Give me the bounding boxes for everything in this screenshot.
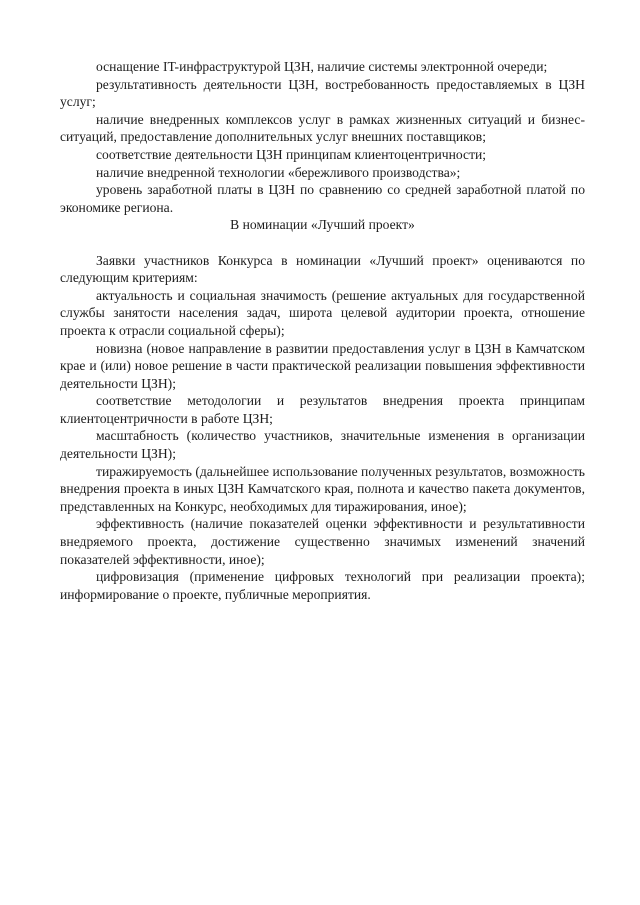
criterion-effectiveness: эффективность (наличие показателей оценки эффективности и результативности внедряемого проекта, достижение существенно значимых изменений значений показателей эффективности, иное); xyxy=(60,516,585,567)
criterion-novelty: новизна (новое направление в развитии предоставления услуг в ЦЗН в Камчатском крае и (или) новое решение в части практической реализации повышения эффективности деятельности ЦЗН); xyxy=(60,340,585,391)
paragraph-salary-level: уровень заработной платы в ЦЗН по сравнению со средней заработной платой по экономике региона. xyxy=(60,182,585,215)
criterion-digitalization: цифровизация (применение цифровых технологий при реализации проекта); информирование о проекте, публичные мероприятия. xyxy=(60,569,585,602)
paragraph-lean-production: наличие внедренной технологии «бережливого производства»; xyxy=(96,164,461,180)
criterion-replicability: тиражируемость (дальнейшее использование полученных результатов, возможность внедрения проекта в иных ЦЗН Камчатского края, полнота и качество пакета документов, представленных на Конкурс, необходимых для тиражирования, иное); xyxy=(60,463,585,514)
paragraph-service-complexes: наличие внедренных комплексов услуг в рамках жизненных ситуаций и бизнес-ситуаций, предоставление дополнительных услуг внешних поставщиков; xyxy=(60,111,585,145)
criterion-scale: масштабность (количество участников, значительные изменения в организации деятельности ЦЗН); xyxy=(60,428,585,462)
paragraph-client-centricity: соответствие деятельности ЦЗН принципам клиентоцентричности; xyxy=(96,146,487,162)
criterion-methodology: соответствие методологии и результатов внедрения проекта принципам клиентоцентричности в работе ЦЗН; xyxy=(60,393,585,426)
paragraph-intro: Заявки участников Конкурса в номинации «Лучший проект» оцениваются по следующим критериям: xyxy=(60,252,585,286)
paragraph-performance: результативность деятельности ЦЗН, востребованность предоставляемых в ЦЗН услуг; xyxy=(60,76,585,110)
paragraph-it-infrastructure: оснащение IT-инфраструктурой ЦЗН, наличие системы электронной очереди; xyxy=(96,59,548,74)
section-heading: В номинации «Лучший проект» xyxy=(230,217,415,233)
criterion-relevance: актуальность и социальная значимость (решение актуальных для государственной службы занятости населения задач, широта целевой аудитории проекта, отношение проекта к отрасли социальной сферы); xyxy=(60,287,585,338)
document-page xyxy=(60,58,585,603)
